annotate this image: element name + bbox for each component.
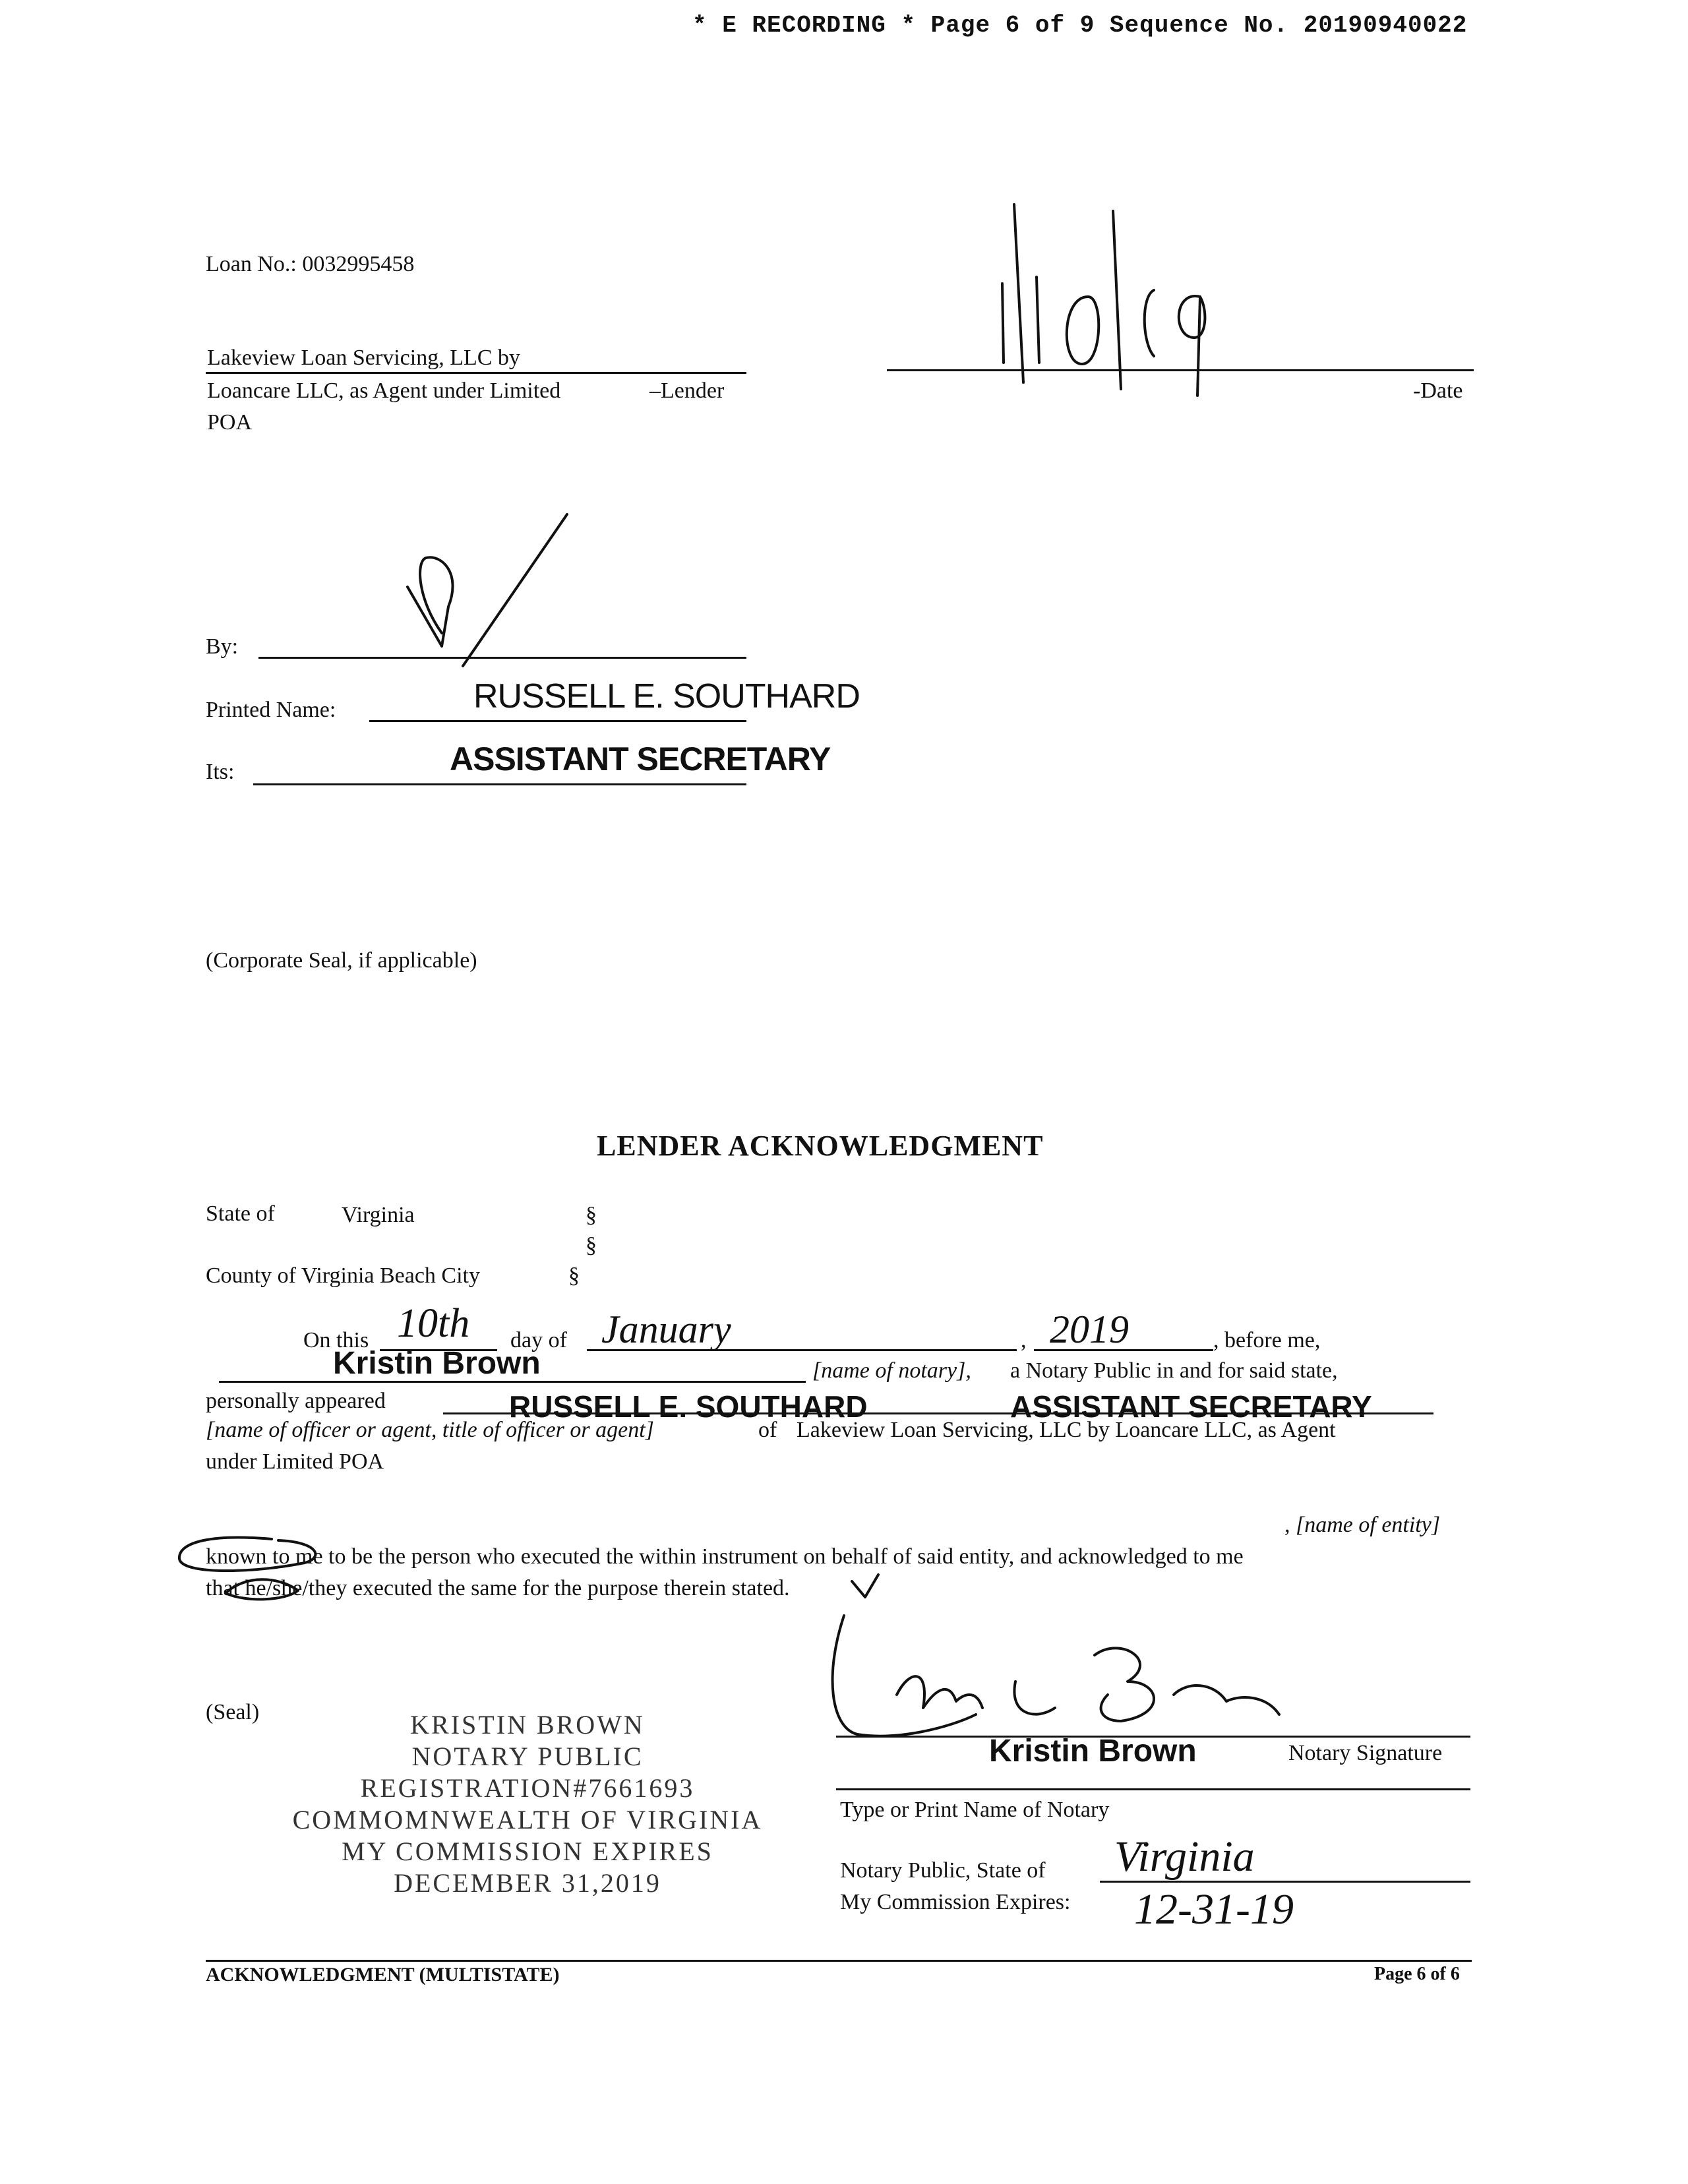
lender-line-1: Lakeview Loan Servicing, LLC by xyxy=(207,346,520,370)
handwritten-month: January xyxy=(601,1308,731,1351)
name-of-entity-hint: , [name of entity] xyxy=(1284,1513,1441,1537)
name-of-notary-hint: [name of notary], xyxy=(812,1358,971,1383)
corporate-seal-note: (Corporate Seal, if applicable) xyxy=(206,948,477,973)
officer-name: RUSSELL E. SOUTHARD xyxy=(509,1389,868,1424)
seal-label: (Seal) xyxy=(206,1700,260,1724)
by-signature-line xyxy=(258,657,746,659)
month-line xyxy=(587,1349,1017,1351)
notary-stamp xyxy=(290,1709,765,1899)
by-label: By: xyxy=(206,634,239,659)
before-me-text: , before me, xyxy=(1213,1328,1321,1352)
lender-role: –Lender xyxy=(649,379,725,403)
handwritten-state: Virginia xyxy=(1114,1833,1255,1881)
of-word: of xyxy=(758,1418,777,1442)
comma: , xyxy=(1021,1328,1027,1352)
stamp-line: REGISTRATION#7661693 xyxy=(360,1773,695,1803)
loan-number: Loan No.: 0032995458 xyxy=(206,252,415,276)
body-line-2: that he/she/they executed the same for the purpose therein stated. xyxy=(206,1576,790,1600)
notary-state-label: Notary Public, State of xyxy=(840,1858,1046,1883)
printed-name-value: RUSSELL E. SOUTHARD xyxy=(473,677,860,715)
print-name-line xyxy=(836,1788,1470,1790)
notary-signature-icon xyxy=(818,1596,1306,1741)
footer-left: ACKNOWLEDGMENT (MULTISTATE) xyxy=(206,1964,560,1986)
state-value: Virginia xyxy=(342,1203,415,1227)
notary-signature-label: Notary Signature xyxy=(1288,1741,1443,1765)
signature-icon xyxy=(402,501,587,673)
its-label: Its: xyxy=(206,760,235,784)
notary-state-line xyxy=(1100,1881,1470,1883)
handwritten-date xyxy=(963,198,1213,409)
recording-header: * E RECORDING * Page 6 of 9 Sequence No. 20190940022 xyxy=(692,12,1468,39)
entity-text: Lakeview Loan Servicing, LLC by Loancare LLC, as Agent xyxy=(797,1418,1336,1442)
section-mark-2: § xyxy=(586,1233,597,1258)
handwritten-day: 10th xyxy=(397,1301,470,1346)
type-print-name-label: Type or Print Name of Notary xyxy=(840,1798,1110,1822)
footer-rule xyxy=(206,1960,1472,1962)
commission-label: My Commission Expires: xyxy=(840,1890,1071,1914)
section-mark-1: § xyxy=(586,1203,597,1227)
stamp-line: NOTARY PUBLIC xyxy=(411,1742,644,1771)
entity-line-2: under Limited POA xyxy=(206,1449,384,1474)
on-this-label: On this xyxy=(303,1328,369,1352)
officer-title: ASSISTANT SECRETARY xyxy=(1010,1389,1372,1424)
officer-line xyxy=(443,1412,1433,1414)
notary-name-typed: Kristin Brown xyxy=(333,1346,541,1381)
printed-name-line xyxy=(369,720,746,722)
year-line xyxy=(1034,1349,1213,1351)
county-text: County of Virginia Beach City xyxy=(206,1263,481,1288)
officer-hint: [name of officer or agent, title of officer or agent] xyxy=(206,1418,654,1442)
its-line xyxy=(253,783,746,785)
stamp-line: MY COMMISSION EXPIRES xyxy=(342,1836,713,1866)
body-line-1: known to me to be the person who executed the within instrument on behalf of said entity, and acknowledged to me xyxy=(206,1544,1244,1569)
notary-public-text: a Notary Public in and for said state, xyxy=(1010,1358,1338,1383)
lender-line-3: POA xyxy=(207,410,253,435)
stamp-line: KRISTIN BROWN xyxy=(410,1710,645,1740)
stamp-line: DECEMBER 31,2019 xyxy=(394,1868,661,1898)
printed-name-label: Printed Name: xyxy=(206,698,336,722)
notary-typed-name: Kristin Brown xyxy=(989,1734,1197,1769)
footer-page: Page 6 of 6 xyxy=(1374,1964,1460,1984)
lender-underline xyxy=(206,372,746,374)
stamp-line: COMMOMNWEALTH OF VIRGINIA xyxy=(292,1805,763,1835)
lender-line-2: Loancare LLC, as Agent under Limited xyxy=(207,379,561,403)
handwritten-commission-date: 12-31-19 xyxy=(1134,1885,1294,1933)
notary-name-line xyxy=(219,1381,806,1383)
handwritten-year: 2019 xyxy=(1050,1308,1129,1351)
date-label: -Date xyxy=(1413,379,1463,403)
personally-appeared-label: personally appeared xyxy=(206,1389,386,1413)
state-label: State of xyxy=(206,1201,275,1226)
title-value: ASSISTANT SECRETARY xyxy=(450,741,831,777)
day-of-label: day of xyxy=(510,1328,567,1352)
acknowledgment-heading: LENDER ACKNOWLEDGMENT xyxy=(597,1130,1044,1162)
section-mark-3: § xyxy=(568,1263,580,1288)
notary-signature-line xyxy=(836,1736,1470,1738)
